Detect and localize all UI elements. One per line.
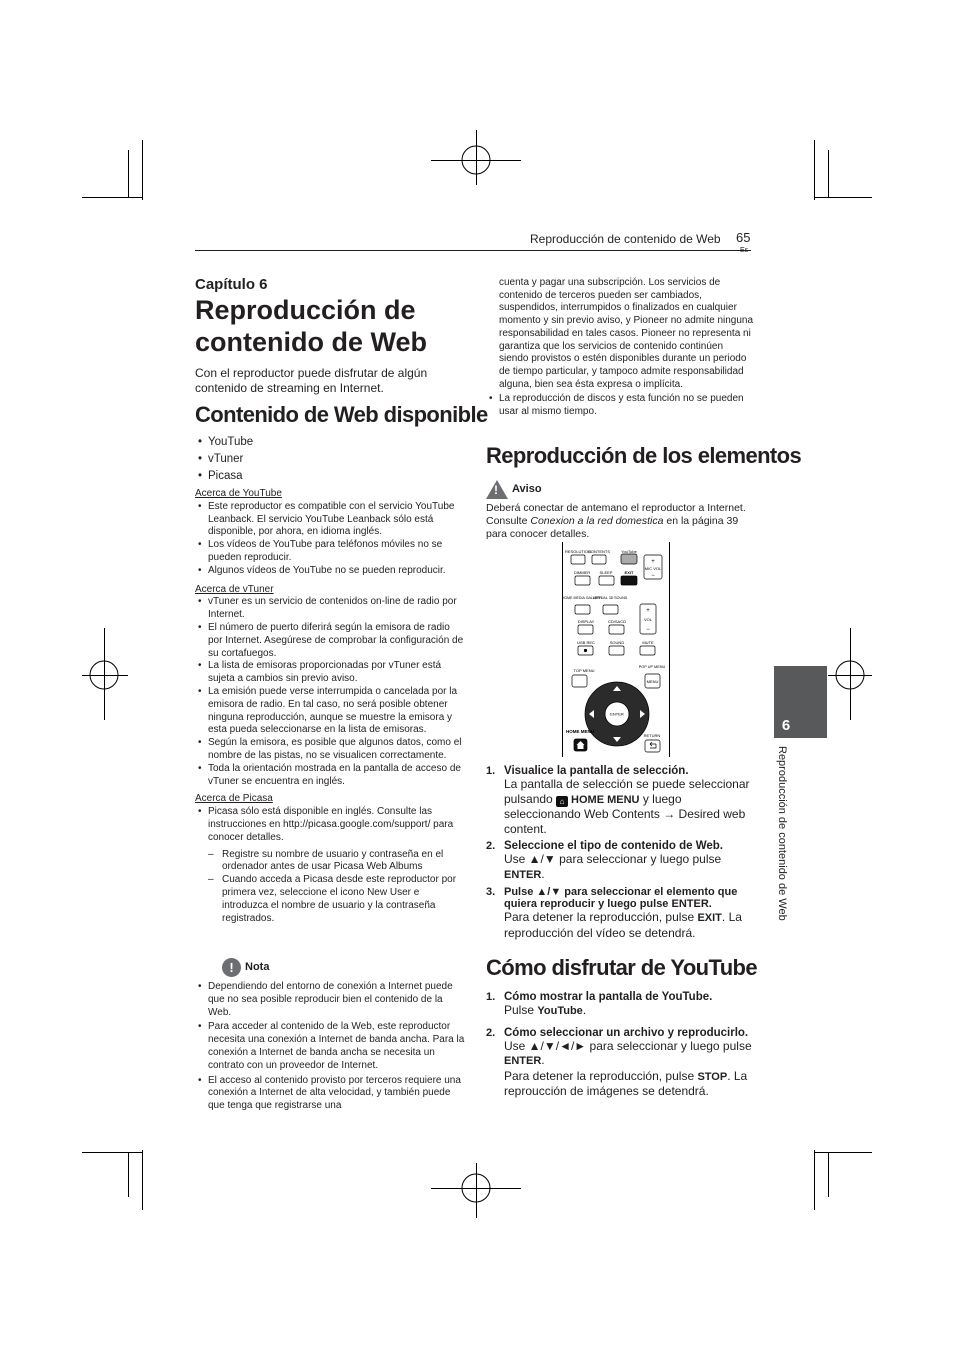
home-icon-body [578,745,584,749]
step-body [504,1003,754,1019]
step-text: . [582,1003,587,1017]
youtube-button [621,554,637,564]
youtube-notes [195,501,465,578]
step-number: 1. [486,991,496,1003]
caution-title: Aviso [512,483,542,495]
chapter-side-label: Reproducción de contenido de Web [776,746,788,921]
chapter-title: Reproducción de contenido de Web [195,295,428,357]
cd-sacd-button [609,625,624,634]
running-header: Reproducción de contenido de Web [530,232,721,246]
contents-button [592,555,606,564]
key-name: HOME MENU [571,793,640,806]
step-text: Para detener la reproducción, pulse [504,1068,698,1083]
remote-label-popup-menu: POP UP MENU [638,665,666,669]
step-item [486,1027,754,1099]
caution-title-row [486,480,751,499]
remote-label-enter: ENTER [610,711,624,717]
remote-label-display: DISPLAY [577,619,595,624]
vtuner-notes [195,596,465,788]
exit-button [621,576,637,585]
remote-label-home-media-gallery: HOME MEDIA GALLERY [562,596,603,600]
remote-label-contents: CONTENTS [588,549,610,554]
remote-label-vol: VOL [643,617,653,622]
step-body [504,910,754,940]
remote-label-menu: MENU [646,679,659,684]
caution-text-reference: Conexion a la red domestica [530,515,664,527]
step-text: Use ▲/▼/◄/► para seleccionar y luego pulse [504,1038,752,1053]
step-item [486,886,754,940]
list-item: • Dependiendo del entorno de conexión a Internet puede que no sea posible reproducir bien el contenido de la Web. [195,981,465,1019]
section-heading-web-available: Contenido de Web disponible [195,402,488,427]
list-item: • Algunos vídeos de YouTube no se pueden reproducir. [195,565,465,578]
list-item: • Este reproductor es compatible con el servicio YouTube Leanback. El servicio YouTube Leanback sólo está disponible, por ahora, en idioma inglés. [195,501,465,539]
continued-list [486,393,754,418]
list-item: • Toda la orientación mostrada en la pantalla de acceso de vTuner se encuentra en inglés. [195,763,465,789]
step-heading: Cómo mostrar la pantalla de YouTube. [504,991,713,1003]
mute-button [640,646,655,655]
section-heading-playback: Reproducción de los elementos [486,443,802,468]
remote-label-cd-sacd: CD/SACD [607,619,627,624]
chapter-intro: Con el reproductor puede disfrutar de algún contenido de streaming en Internet. [195,366,428,395]
step-heading: Visualice la pantalla de selección. [504,765,689,777]
remote-label-dimmer: DIMMER [573,570,591,575]
remote-label-mute: MUTE [642,640,654,645]
step-item [486,840,754,882]
continued-text: cuenta y pagar una subscripción. Los servicios de contenido de terceros pueden ser cambiados, suspendidos, interrumpidos o finalizados en cualquier momento y sin previo aviso, y Pioneer no admite ninguna responsabilidad en tales casos. Pioneer no representa ni garantiza que los servicios de contenido continúen siendo provistos o estén disponibles durante un periodo de tiempo particular, y tampoco admite responsabilidad alguna, bien sea ésta expresa o implícita. [499,277,754,390]
plus-glyph: + [646,608,650,614]
sleep-button [599,576,614,585]
step-number: 3. [486,886,496,898]
remote-label-virtual-3d-sound: VIRTUAL 3D SOUND [592,596,628,600]
list-item: • vTuner [195,451,465,468]
plus-glyph: + [651,559,655,565]
list-item: • El acceso al contenido provisto por terceros requiere una conexión a Internet de alta velocidad, y también puede que tenga que registrarse una [195,1075,465,1113]
step-heading: Pulse ▲/▼ para seleccionar el elemento que quiera reproducir y luego pulse ENTER. [504,886,738,910]
caution-text [486,502,751,541]
key-name: EXIT [697,912,722,924]
display-button [578,625,593,634]
list-item: • La lista de emisoras proporcionadas por vTuner está sujeta a cambios sin previo aviso. [195,660,465,686]
remote-label-mic-vol: MIC VOL [644,566,662,571]
step-number: 1. [486,765,496,777]
warning-triangle-icon: ! [486,480,508,499]
section-heading-youtube: Cómo disfrutar de YouTube [486,955,758,980]
key-name: YouTube [537,1005,583,1017]
subheading-picasa: Acerca de Picasa [195,793,273,805]
subheading-vtuner: Acerca de vTuner [195,583,274,595]
key-name: ENTER [504,1055,542,1067]
remote-label-sleep: SLEEP [599,570,613,575]
list-item: • vTuner es un servicio de contenidos on-line de radio por Internet. [195,596,465,622]
header-rule [195,250,751,251]
remote-label-exit: EXIT [624,570,634,575]
remote-label-top-menu: TOP MENU [573,668,595,673]
note-title-row [222,958,465,977]
youtube-steps [486,991,754,1103]
remote-label-sound: SOUND [609,640,625,645]
subheading-youtube: Acerca de YouTube [195,488,282,499]
step-number: 2. [486,1026,496,1039]
step-text: La pantalla de selección se puede seleccionar pulsando [504,777,750,806]
key-name: ENTER [504,868,542,881]
step-text: y luego seleccionando Web Contents → Desired web content. [504,791,746,836]
step-text: Pulse [504,1003,538,1017]
remote-label-return: RETURN [643,733,661,738]
picasa-substeps [195,849,465,926]
step-heading: Cómo seleccionar un archivo y reproducirlo. [504,1026,749,1039]
chapter-label: Capítulo 6 [195,276,268,293]
remote-label-usb-rec: USB REC [577,640,595,645]
home-icon: ⌂ [556,796,568,807]
resolution-button [571,555,585,564]
exclamation-icon: ! [222,958,241,977]
step-body [504,777,754,836]
dimmer-button [575,576,590,585]
right-column-continued [486,277,754,419]
step-text: Use ▲/▼ para seleccionar y luego pulse [504,852,722,866]
remote-control-illustration [562,542,670,757]
virtual-3d-sound-button [603,605,618,614]
home-media-gallery-button [575,605,590,614]
step-text: . [541,866,545,881]
step-text: Para detener la reproducción, pulse [504,910,698,924]
step-number: 2. [486,840,496,852]
caution-text-pre: Deberá conectar de antemano el reproductor a Internet. Consulte [486,502,746,527]
remote-label-resolution: RESOLUTION [564,549,592,554]
chapter-tab [774,666,827,738]
list-item: • Para acceder al contenido de la Web, este reproductor necesita una conexión a Internet de banda ancha. Para la conexión a Internet de banda ancha se necesita un contrato con un proveedor de Internet. [195,1021,465,1072]
minus-glyph: − [651,573,655,579]
step-body [504,1069,754,1099]
step-text: . La reproucción de imágenes se detendrá. [504,1068,748,1098]
caution-text-post: en la página 39 para conocer detalles. [486,515,739,540]
list-item: • Picasa [195,468,465,485]
step-item [486,991,754,1019]
list-item: • El número de puerto diferirá según la emisora de radio por Internet. Asegúrese de comprobar la configuración de su cortafuegos. [195,622,465,660]
note-title: Nota [245,961,270,974]
chapter-tab-number: 6 [781,717,791,734]
top-menu-button [572,675,587,687]
picasa-notes [195,806,465,844]
sound-button [609,646,624,655]
minus-glyph: − [646,627,650,633]
key-name: STOP [697,1070,728,1083]
web-available-section [195,434,465,925]
step-heading: Seleccione el tipo de contenido de Web. [504,840,723,852]
note-list [195,981,465,1113]
playback-steps [486,765,754,944]
step-text: . [541,1053,545,1067]
list-item: • La reproducción de discos y esta función no se pueden usar al mismo tiempo. [486,393,754,418]
service-list [195,434,465,485]
list-item: • Los vídeos de YouTube para teléfonos móviles no se pueden reproducir. [195,539,465,565]
return-button [645,740,660,752]
list-item: • YouTube [195,434,465,451]
step-body [504,1039,754,1069]
step-body [504,852,754,882]
list-item: • La emisión puede verse interrumpida o cancelada por la emisora de radio. En tal caso, no será posible obtener ninguna reproducción, aunque se muestre la emisora y esta pueda seleccionarse en la lista de emisoras. [195,686,465,737]
list-item: – Cuando acceda a Picasa desde este reproductor por primera vez, seleccione el icono New User e introduzca el nombre de usuario y la contraseña registrados. [208,874,465,925]
caution-box [486,480,751,541]
note-box [195,958,465,1113]
remote-label-youtube: YouTube [621,549,637,554]
list-item: • Picasa sólo está disponible en inglés. Consulte las instrucciones en http://picasa.google.com/support/ para conocer detalles. [195,806,465,844]
record-dot-icon [584,649,587,652]
page-number: 65 [736,230,751,245]
step-text: . La reproducción del vídeo se detendrá. [504,910,742,940]
list-item: • Según la emisora, es posible que algunos datos, como el nombre de las pistas, no se visualicen correctamente. [195,737,465,763]
step-item [486,765,754,836]
list-item: – Registre su nombre de usuario y contraseña en el ordenador antes de usar Picasa Web Albums [208,849,465,875]
remote-label-home-menu: HOME MENU [566,729,594,734]
